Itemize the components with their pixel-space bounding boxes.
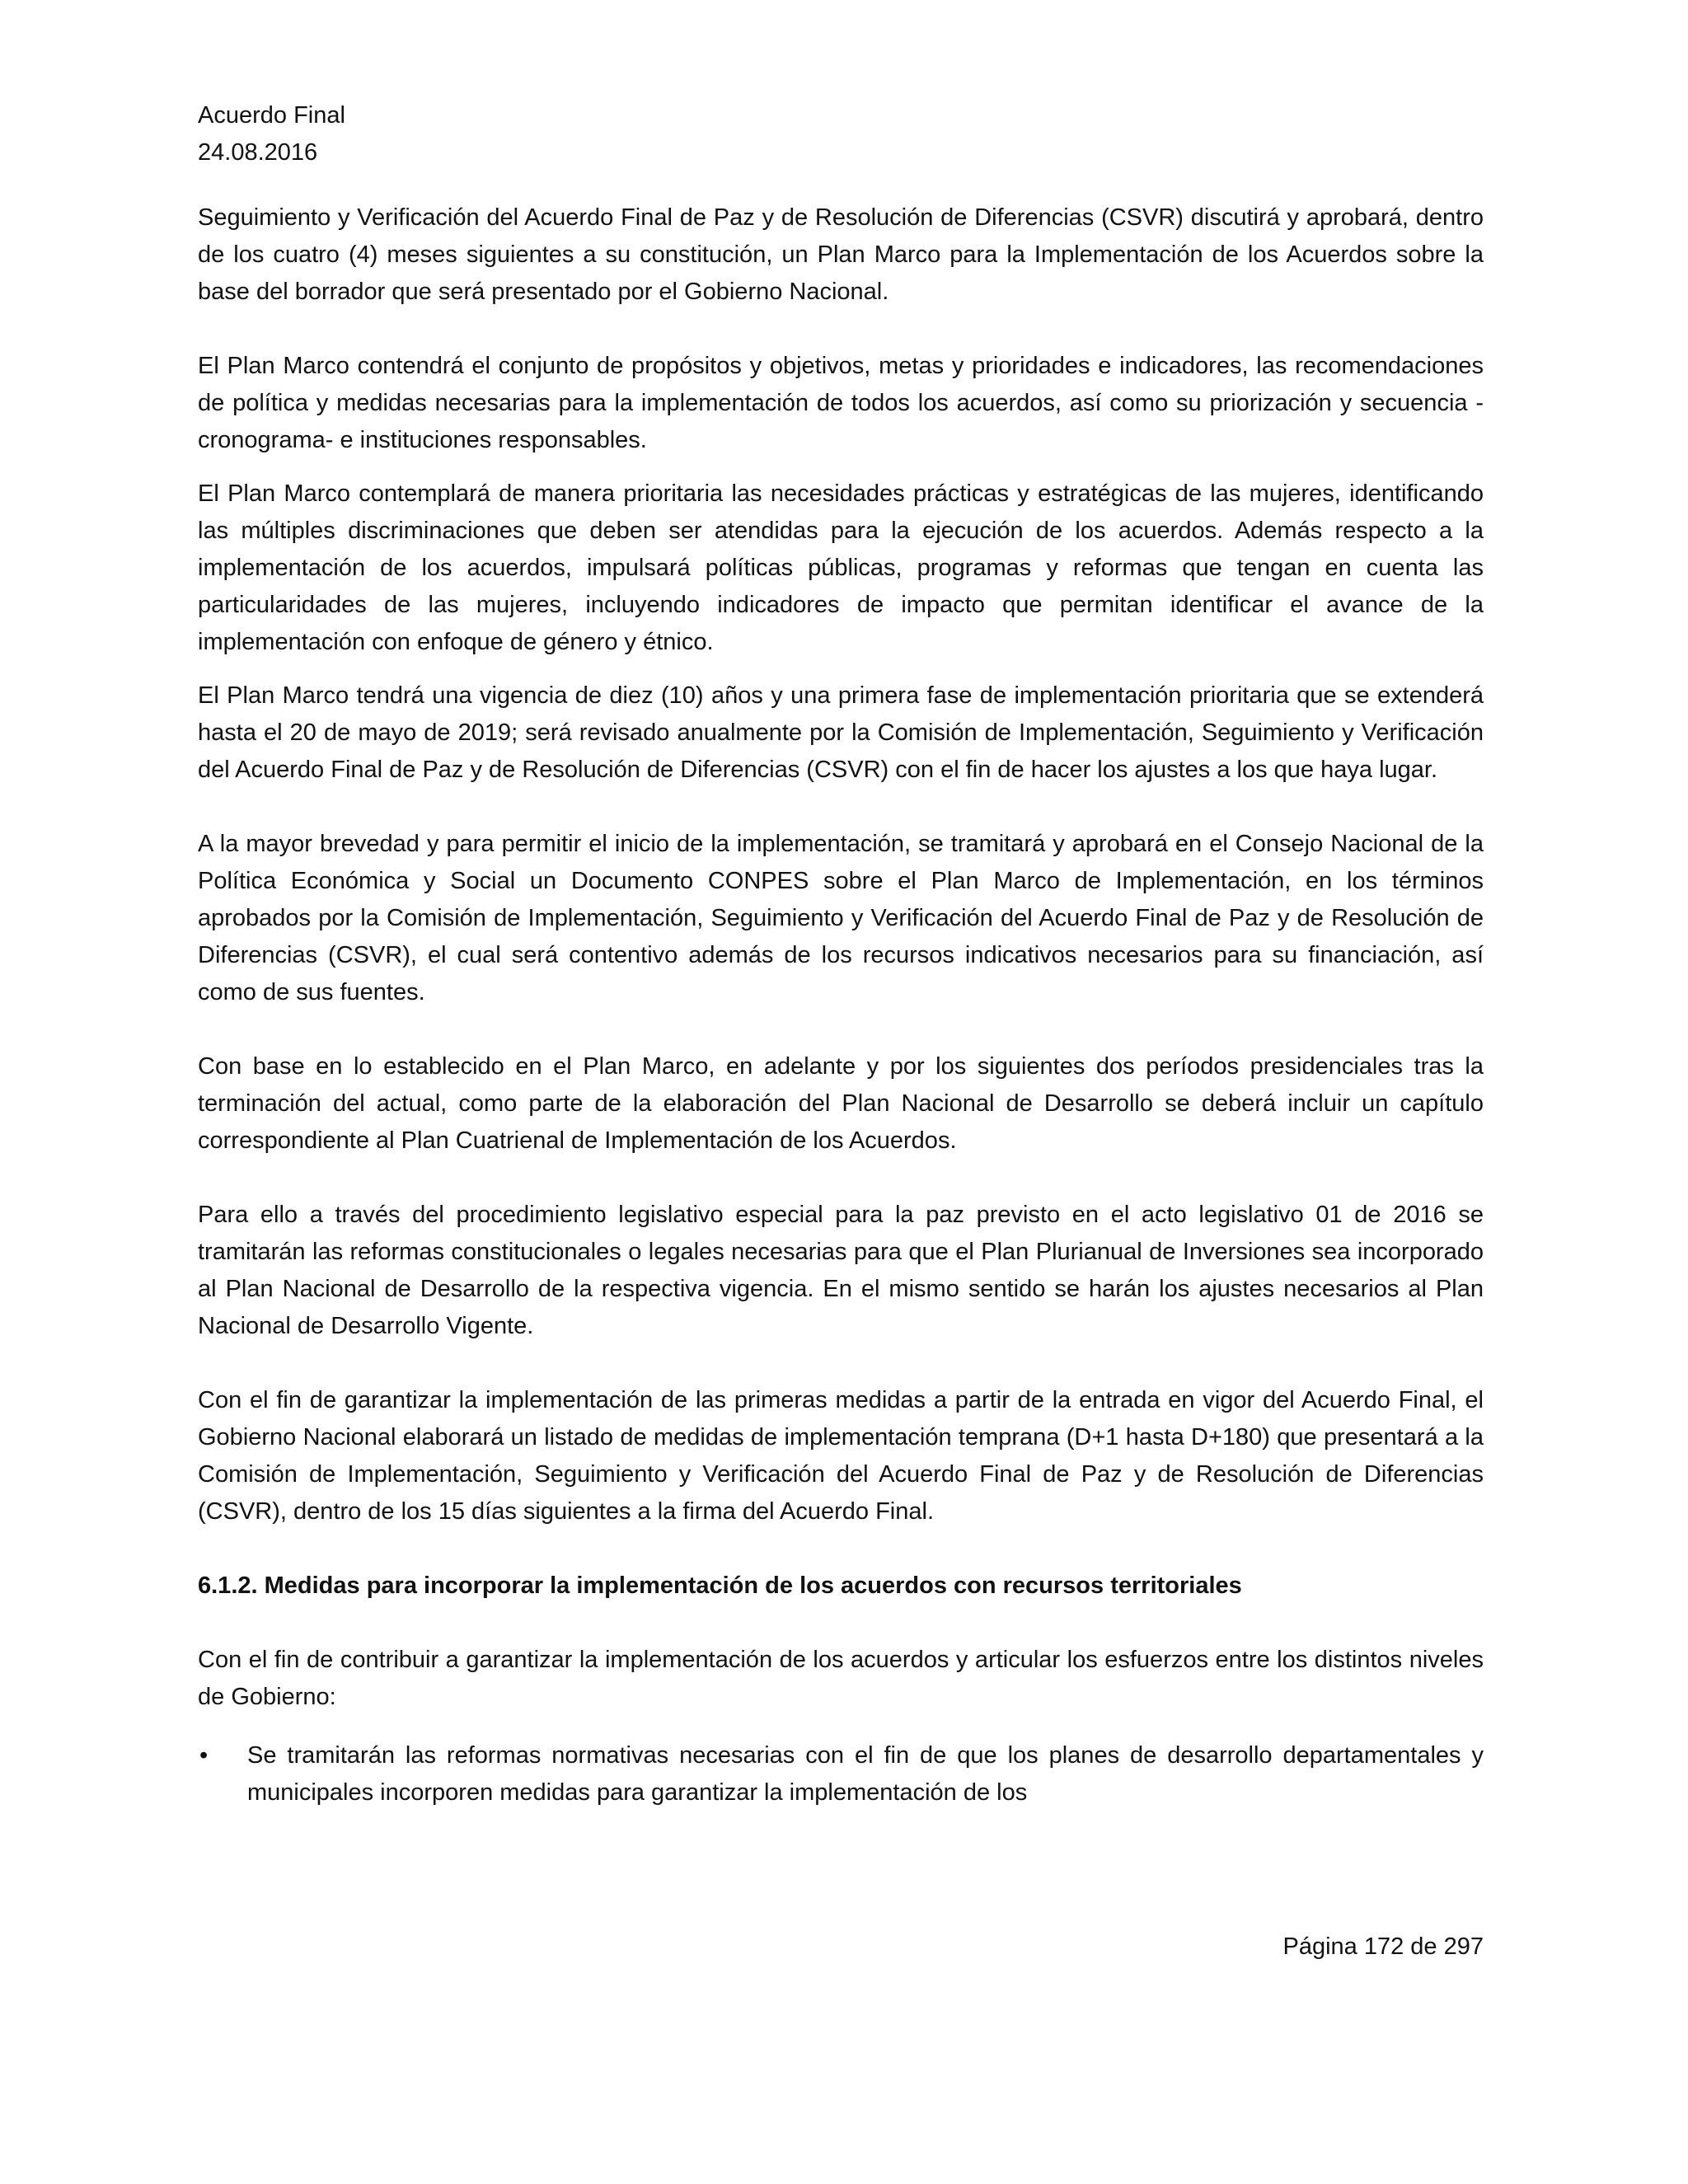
bullet-list [198, 1737, 1484, 1811]
paragraph-5: A la mayor brevedad y para permitir el inicio de la implementación, se tramitará y aprobará en el Consejo Nacional de la Política Económica y Social un Documento CONPES sobre el Plan Marco de Implementación, en los términos aprobados por la Comisión de Implementación, Seguimiento y Verificación del Acuerdo Final de Paz y de Resolución de Diferencias (CSVR), el cual será contentivo además de los recursos indicativos necesarios para su financiación, así como de sus fuentes. [198, 831, 1484, 1005]
bullet-icon: • [199, 1742, 209, 1769]
section-heading: 6.1.2. Medidas para incorporar la implementación de los acuerdos con recursos territoriales [198, 1572, 1242, 1599]
paragraph-6: Con base en lo establecido en el Plan Marco, en adelante y por los siguientes dos períodos presidenciales tras la terminación del actual, como parte de la elaboración del Plan Nacional de Desarrollo se deberá incluir un capítulo correspondiente al Plan Cuatrienal de Implementación de los Acuerdos. [198, 1053, 1484, 1154]
document-header [198, 97, 1484, 171]
list-item [198, 1737, 1484, 1811]
document-title: Acuerdo Final [198, 102, 345, 129]
paragraph-8: Con el fin de garantizar la implementación de las primeras medidas a partir de la entrada en vigor del Acuerdo Final, el Gobierno Nacional elaborará un listado de medidas de implementación temprana (D+1 hasta D+180) que presentará a la Comisión de Implementación, Seguimiento y Verificación del Acuerdo Final de Paz y de Resolución de Diferencias (CSVR), dentro de los 15 días siguientes a la firma del Acuerdo Final. [198, 1387, 1484, 1525]
page-number: Página 172 de 297 [1282, 1933, 1484, 1960]
paragraph-4: El Plan Marco tendrá una vigencia de diez (10) años y una primera fase de implementación prioritaria que se extenderá hasta el 20 de mayo de 2019; será revisado anualmente por la Comisión de Implementación, Seguimiento y Verificación del Acuerdo Final de Paz y de Resolución de Diferencias (CSVR) con el fin de hacer los ajustes a los que haya lugar. [198, 682, 1484, 783]
paragraph-3: El Plan Marco contemplará de manera prioritaria las necesidades prácticas y estratégicas de las mujeres, identificando las múltiples discriminaciones que deben ser atendidas para la ejecución de los acuerdos. Además respecto a la implementación de los acuerdos, impulsará políticas públicas, programas y reformas que tengan en cuenta las particularidades de las mujeres, incluyendo indicadores de impacto que permitan identificar el avance de la implementación con enfoque de género y étnico. [198, 480, 1484, 655]
document-date: 24.08.2016 [198, 139, 318, 166]
paragraph-1: Seguimiento y Verificación del Acuerdo Final de Paz y de Resolución de Diferencias (CSVR) discutirá y aprobará, dentro de los cuatro (4) meses siguientes a su constitución, un Plan Marco para la Implementación de los Acuerdos sobre la base del borrador que será presentado por el Gobierno Nacional. [198, 204, 1484, 305]
list-item-text: Se tramitarán las reformas normativas necesarias con el fin de que los planes de desarrollo departamentales y municipales incorporen medidas para garantizar la implementación de los [247, 1742, 1484, 1806]
paragraph-2: El Plan Marco contendrá el conjunto de propósitos y objetivos, metas y prioridades e indicadores, las recomendaciones de política y medidas necesarias para la implementación de todos los acuerdos, así como su priorización y secuencia -cronograma- e instituciones responsables. [198, 353, 1484, 453]
document-page [198, 97, 1484, 1811]
section-intro: Con el fin de contribuir a garantizar la implementación de los acuerdos y articular los esfuerzos entre los distintos niveles de Gobierno: [198, 1647, 1484, 1710]
paragraph-7: Para ello a través del procedimiento legislativo especial para la paz previsto en el acto legislativo 01 de 2016 se tramitarán las reformas constitucionales o legales necesarias para que el Plan Plurianual de Inversiones sea incorporado al Plan Nacional de Desarrollo de la respectiva vigencia. En el mismo sentido se harán los ajustes necesarios al Plan Nacional de Desarrollo Vigente. [198, 1202, 1484, 1339]
